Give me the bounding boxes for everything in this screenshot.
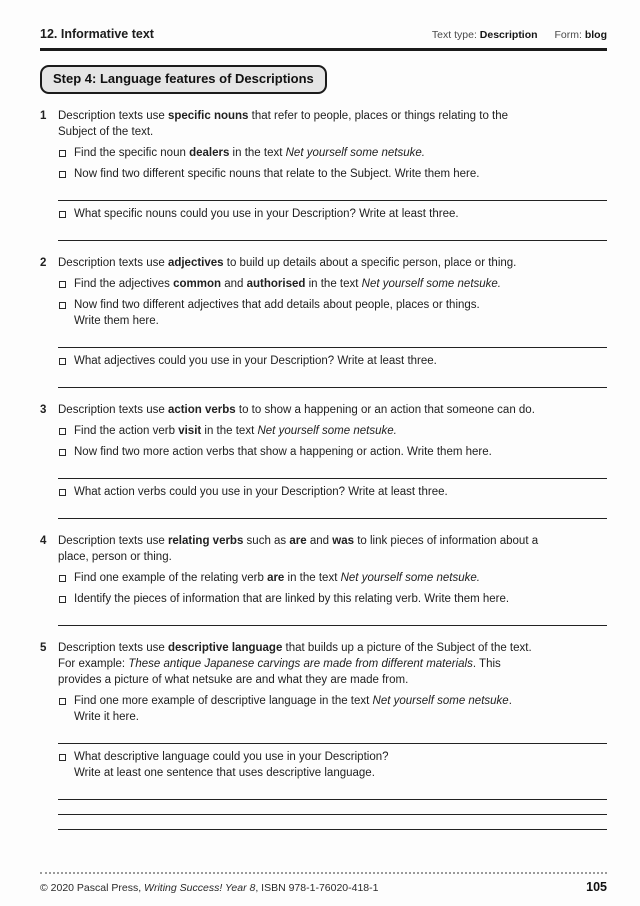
bullet-text: What action verbs could you use in your Description? Write at least three. xyxy=(74,485,448,498)
question-intro: Description texts use descriptive language that builds up a picture of the Subject of the text. For example: These antique Japanese carvings are made from different materials. This provides a picture of what netsuke are and what they are made from. xyxy=(58,641,532,686)
answer-writing-line xyxy=(58,239,607,241)
answer-writing-line xyxy=(58,742,607,744)
question-intro: Description texts use relating verbs such as are and was to link pieces of information about a place, person or thing. xyxy=(58,534,539,563)
question-intro: Description texts use specific nouns that refer to people, places or things relating to the Subject of the text. xyxy=(58,109,509,138)
form-meta xyxy=(554,29,607,41)
question-number: 2 xyxy=(40,256,47,269)
bullet-item xyxy=(40,693,607,725)
text-type-value: Description xyxy=(479,29,538,41)
answer-writing-line xyxy=(58,386,607,388)
bullet-text: Identify the pieces of information that are linked by this relating verb. Write them here. xyxy=(74,592,510,605)
text-type-meta xyxy=(432,29,538,41)
bullet-text: Find the action verb visit in the text Net yourself some netsuke. xyxy=(74,424,397,437)
bullet-item xyxy=(40,570,607,586)
bullet-square-icon xyxy=(59,302,66,309)
bullet-square-icon xyxy=(59,596,66,603)
form-label: Form: xyxy=(554,29,582,41)
question-intro: Description texts use adjectives to build up details about a specific person, place or thing. xyxy=(58,256,517,269)
bullet-square-icon xyxy=(59,358,66,365)
page-footer xyxy=(40,872,607,896)
question-number: 4 xyxy=(40,534,47,547)
bullet-square-icon xyxy=(59,489,66,496)
header-meta xyxy=(418,27,607,43)
bullet-item xyxy=(40,206,607,222)
bullet-text: What descriptive language could you use in your Description? Write at least one sentence that uses descriptive language. xyxy=(74,750,389,779)
bullet-text: Now find two more action verbs that show a happening or action. Write them here. xyxy=(74,445,492,458)
answer-writing-line xyxy=(58,828,607,830)
question-number: 5 xyxy=(40,641,47,654)
answer-writing-line xyxy=(58,477,607,479)
bullet-square-icon xyxy=(59,698,66,705)
book-title: Writing Success! Year 8 xyxy=(144,882,256,894)
question-section xyxy=(40,533,607,626)
chapter-title: 12. Informative text xyxy=(40,27,154,41)
bullet-text: Find one more example of descriptive language in the text Net yourself some netsuke. Write it here. xyxy=(74,694,512,723)
page-header xyxy=(40,26,607,43)
bullet-item xyxy=(40,276,607,292)
footer-dotted-rule xyxy=(40,872,607,874)
bullet-square-icon xyxy=(59,211,66,218)
bullet-square-icon xyxy=(59,575,66,582)
bullet-item xyxy=(40,145,607,161)
bullet-square-icon xyxy=(59,754,66,761)
bullet-item xyxy=(40,484,607,500)
bullet-item xyxy=(40,423,607,439)
question-intro: Description texts use action verbs to to show a happening or an action that someone can do. xyxy=(58,403,535,416)
question-section xyxy=(40,640,607,830)
bullet-square-icon xyxy=(59,281,66,288)
bullet-text: Now find two different adjectives that add details about people, places or things. Write them here. xyxy=(74,298,480,327)
form-value: blog xyxy=(584,29,607,41)
copyright-text: © 2020 Pascal Press, Writing Success! Year 8, ISBN 978-1-76020-418-1 xyxy=(40,882,379,894)
text-type-label: Text type: xyxy=(431,29,477,41)
page-number: 105 xyxy=(586,880,607,894)
bullet-item xyxy=(40,166,607,182)
question-section xyxy=(40,255,607,388)
bullet-square-icon xyxy=(59,449,66,456)
bullet-item xyxy=(40,444,607,460)
question-section xyxy=(40,108,607,241)
answer-writing-line xyxy=(58,624,607,626)
bullet-text: What specific nouns could you use in your Description? Write at least three. xyxy=(74,207,459,220)
bullet-item xyxy=(40,353,607,369)
bullet-item xyxy=(40,591,607,607)
bullet-text: Find the adjectives common and authorised in the text Net yourself some netsuke. xyxy=(74,277,501,290)
question-section xyxy=(40,402,607,519)
bullet-item xyxy=(40,749,607,781)
bullet-item xyxy=(40,297,607,329)
answer-writing-line xyxy=(58,346,607,348)
answer-writing-line xyxy=(58,199,607,201)
bullet-text: Find one example of the relating verb are in the text Net yourself some netsuke. xyxy=(74,571,480,584)
answer-writing-line xyxy=(58,798,607,800)
bullet-square-icon xyxy=(59,150,66,157)
bullet-square-icon xyxy=(59,171,66,178)
bullet-square-icon xyxy=(59,428,66,435)
question-sections xyxy=(40,108,607,830)
question-number: 1 xyxy=(40,109,47,122)
step-heading: Step 4: Language features of Descriptions xyxy=(40,65,327,94)
answer-writing-line xyxy=(58,517,607,519)
bullet-text: Find the specific noun dealers in the text Net yourself some netsuke. xyxy=(74,146,425,159)
bullet-text: What adjectives could you use in your Description? Write at least three. xyxy=(74,354,437,367)
bullet-text: Now find two different specific nouns that relate to the Subject. Write them here. xyxy=(74,167,480,180)
question-number: 3 xyxy=(40,403,47,416)
answer-writing-line xyxy=(58,813,607,815)
